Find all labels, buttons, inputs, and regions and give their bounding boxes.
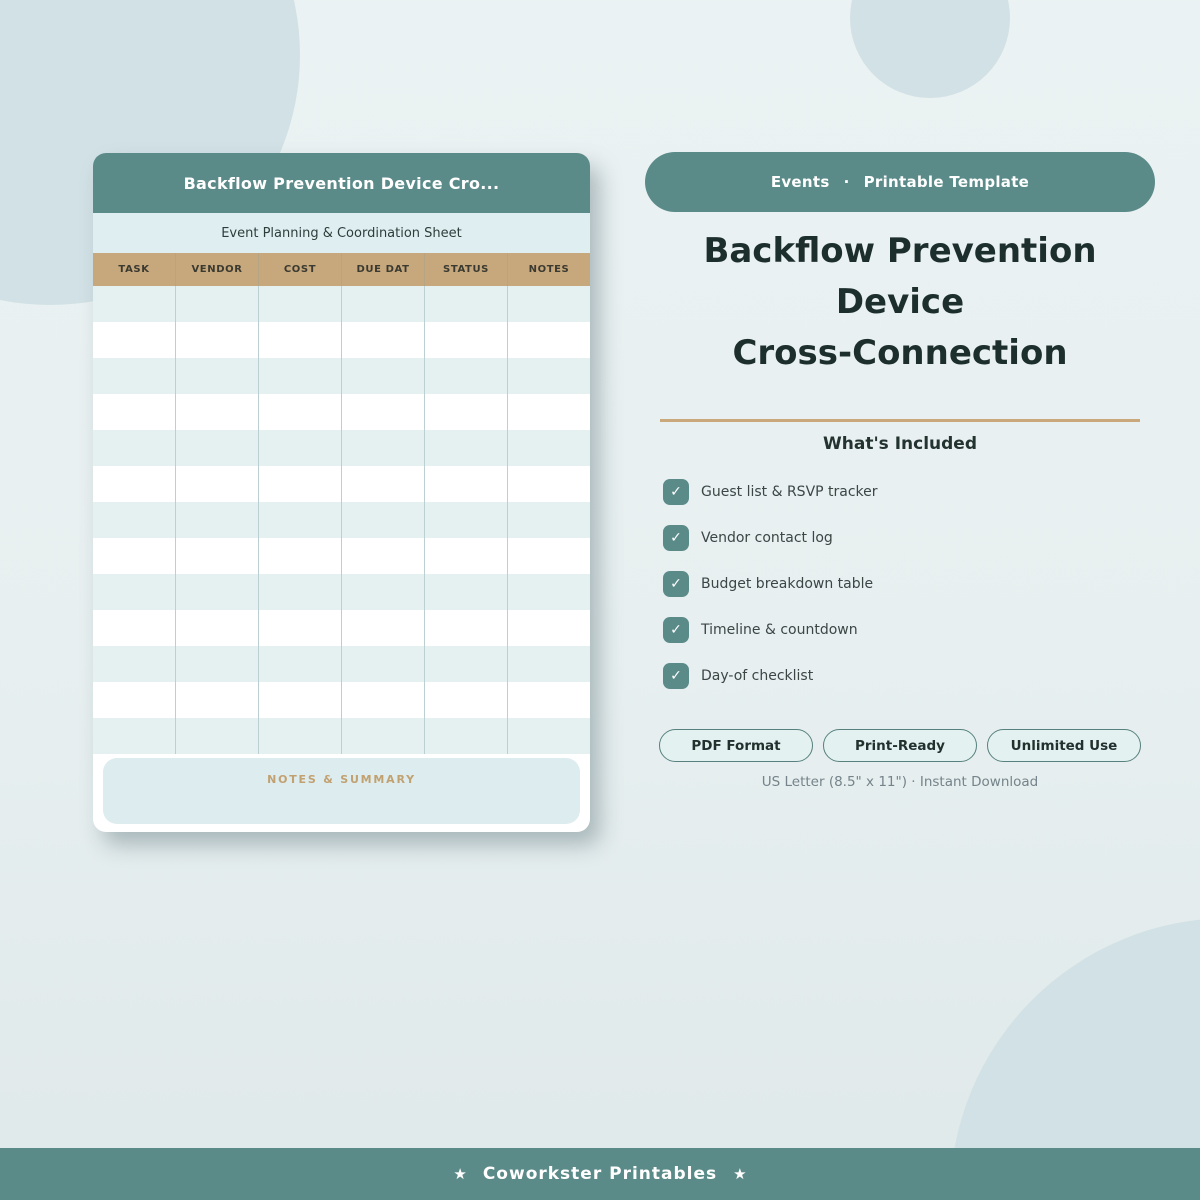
title-line-3: Cross-Connection — [732, 333, 1068, 373]
table-cell-empty — [259, 286, 342, 322]
column-header-due-dat: DUE DAT — [342, 253, 425, 286]
table-cell-empty — [176, 718, 259, 754]
table-row — [93, 538, 590, 574]
column-header-task: TASK — [93, 253, 176, 286]
product-type-label: Printable Template — [863, 173, 1030, 191]
table-cell-empty — [425, 322, 508, 358]
table-row — [93, 574, 590, 610]
product-details — [645, 152, 1155, 790]
checkmark-icon: ✓ — [663, 525, 689, 551]
included-item — [663, 663, 1155, 689]
table-cell-empty — [176, 466, 259, 502]
table-cell-empty — [259, 466, 342, 502]
table-cell-empty — [508, 502, 590, 538]
table-cell-empty — [93, 502, 176, 538]
table-cell-empty — [342, 610, 425, 646]
table-cell-empty — [176, 538, 259, 574]
whats-included-heading: What's Included — [823, 434, 977, 454]
table-cell-empty — [176, 394, 259, 430]
table-cell-empty — [508, 286, 590, 322]
table-cell-empty — [425, 610, 508, 646]
notes-summary-panel — [103, 758, 580, 824]
table-cell-empty — [425, 718, 508, 754]
table-row — [93, 322, 590, 358]
table-cell-empty — [259, 610, 342, 646]
table-cell-empty — [425, 430, 508, 466]
table-row — [93, 394, 590, 430]
table-row — [93, 430, 590, 466]
table-cell-empty — [259, 646, 342, 682]
included-item-label: Guest list & RSVP tracker — [701, 484, 878, 500]
table-row — [93, 682, 590, 718]
table-cell-empty — [176, 502, 259, 538]
table-cell-empty — [176, 286, 259, 322]
table-cell-empty — [425, 502, 508, 538]
table-row — [93, 286, 590, 322]
template-preview-card — [93, 153, 590, 832]
table-cell-empty — [425, 466, 508, 502]
table-cell-empty — [425, 682, 508, 718]
table-cell-empty — [342, 358, 425, 394]
checkmark-icon: ✓ — [663, 571, 689, 597]
table-cell-empty — [425, 286, 508, 322]
site-footer — [0, 1148, 1200, 1200]
table-cell-empty — [259, 358, 342, 394]
table-cell-empty — [508, 610, 590, 646]
table-cell-empty — [176, 682, 259, 718]
table-cell-empty — [93, 718, 176, 754]
table-cell-empty — [342, 430, 425, 466]
table-cell-empty — [259, 574, 342, 610]
table-cell-empty — [93, 394, 176, 430]
table-cell-empty — [93, 682, 176, 718]
footer-brand: Coworkster Printables — [482, 1164, 718, 1184]
checkmark-icon: ✓ — [663, 479, 689, 505]
table-row — [93, 718, 590, 754]
preview-card-title: Backflow Prevention Device Cro... — [183, 173, 500, 193]
table-cell-empty — [93, 322, 176, 358]
page-title — [645, 226, 1155, 379]
tan-divider — [660, 419, 1140, 422]
notes-summary-label: NOTES & SUMMARY — [267, 773, 416, 786]
table-cell-empty — [425, 646, 508, 682]
table-cell-empty — [508, 358, 590, 394]
table-cell-empty — [342, 394, 425, 430]
table-cell-empty — [176, 646, 259, 682]
category-label: Events — [770, 173, 830, 191]
table-cell-empty — [93, 430, 176, 466]
table-cell-empty — [176, 322, 259, 358]
decorative-circle-top-right — [850, 0, 1010, 98]
included-item — [663, 525, 1155, 551]
table-cell-empty — [425, 394, 508, 430]
star-icon: ★ — [733, 1165, 747, 1183]
table-cell-empty — [342, 538, 425, 574]
print-ready-pill[interactable]: Print-Ready — [823, 729, 977, 762]
planning-table-header-row — [93, 253, 590, 286]
table-cell-empty — [259, 430, 342, 466]
table-cell-empty — [425, 574, 508, 610]
table-cell-empty — [508, 430, 590, 466]
included-item — [663, 617, 1155, 643]
badge-separator-dot: · — [843, 173, 850, 191]
format-meta-line: US Letter (8.5" x 11") · Instant Download — [761, 774, 1039, 790]
title-line-1: Backflow Prevention — [703, 231, 1097, 271]
checkmark-icon: ✓ — [663, 617, 689, 643]
included-item — [663, 479, 1155, 505]
table-cell-empty — [508, 574, 590, 610]
table-cell-empty — [176, 430, 259, 466]
table-cell-empty — [93, 358, 176, 394]
table-cell-empty — [259, 322, 342, 358]
table-cell-empty — [508, 646, 590, 682]
pdf-format-pill[interactable]: PDF Format — [659, 729, 813, 762]
star-icon: ★ — [453, 1165, 467, 1183]
column-header-cost: COST — [259, 253, 342, 286]
table-cell-empty — [425, 538, 508, 574]
table-row — [93, 502, 590, 538]
table-row — [93, 358, 590, 394]
table-cell-empty — [259, 682, 342, 718]
table-cell-empty — [425, 358, 508, 394]
table-cell-empty — [342, 286, 425, 322]
table-cell-empty — [176, 574, 259, 610]
table-cell-empty — [176, 358, 259, 394]
table-cell-empty — [176, 610, 259, 646]
table-cell-empty — [508, 682, 590, 718]
included-item-label: Vendor contact log — [701, 530, 833, 546]
column-header-notes: NOTES — [528, 264, 570, 275]
planning-table — [93, 253, 590, 754]
table-cell-empty — [342, 574, 425, 610]
table-cell-empty — [342, 646, 425, 682]
column-header-vendor: VENDOR — [176, 253, 259, 286]
table-row — [93, 646, 590, 682]
included-item — [663, 571, 1155, 597]
table-cell-empty — [508, 466, 590, 502]
table-cell-empty — [259, 502, 342, 538]
table-cell-empty — [342, 502, 425, 538]
table-cell-empty — [342, 682, 425, 718]
checkmark-icon: ✓ — [663, 663, 689, 689]
planning-table-body — [93, 286, 590, 754]
feature-pills-row — [645, 729, 1155, 762]
table-cell-empty — [342, 466, 425, 502]
preview-card-subtitle: Event Planning & Coordination Sheet — [93, 213, 590, 253]
table-cell-empty — [508, 394, 590, 430]
table-cell-empty — [259, 394, 342, 430]
table-cell-empty — [508, 538, 590, 574]
included-item-label: Budget breakdown table — [701, 576, 874, 592]
table-cell-empty — [259, 718, 342, 754]
table-cell-empty — [93, 538, 176, 574]
included-list — [645, 479, 1155, 689]
preview-card-header — [93, 153, 590, 213]
table-cell-empty — [93, 646, 176, 682]
included-item-label: Day-of checklist — [701, 668, 814, 684]
table-cell-empty — [508, 718, 590, 754]
unlimited-use-pill[interactable]: Unlimited Use — [987, 729, 1141, 762]
table-row — [93, 466, 590, 502]
table-cell-empty — [342, 322, 425, 358]
included-item-label: Timeline & countdown — [701, 622, 858, 638]
table-cell-empty — [93, 610, 176, 646]
table-cell-empty — [259, 538, 342, 574]
table-cell-empty — [508, 322, 590, 358]
table-cell-empty — [93, 574, 176, 610]
table-row — [93, 610, 590, 646]
table-cell-empty — [342, 718, 425, 754]
title-line-2: Device — [835, 282, 965, 322]
column-header-status: STATUS — [425, 253, 508, 286]
category-badge — [645, 152, 1155, 212]
table-cell-empty — [93, 286, 176, 322]
table-cell-empty — [93, 466, 176, 502]
